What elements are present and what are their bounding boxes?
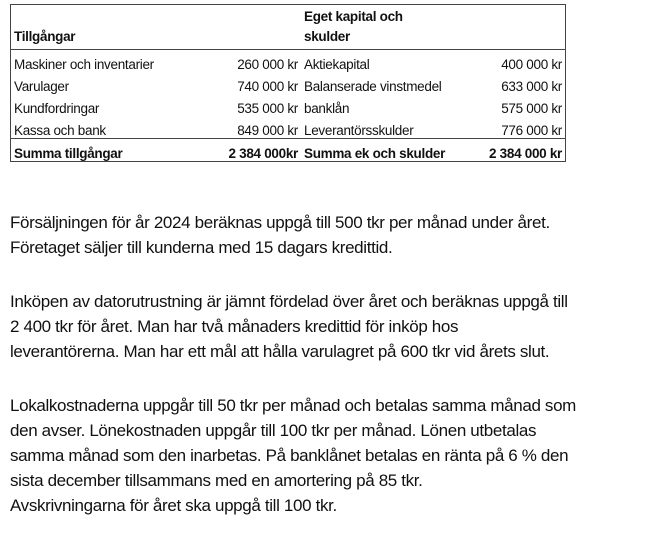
- description-text: [10, 210, 576, 518]
- liabilities-header: Eget kapital och skulder: [301, 5, 477, 50]
- text-line: leverantörerna. Man har ett mål att hålla varulagret på 600 tkr vid årets slut.: [10, 342, 550, 361]
- liability-value: 575 000 kr: [501, 101, 562, 116]
- liability-value: 633 000 kr: [501, 79, 562, 94]
- paragraph: [10, 210, 576, 260]
- assets-header: Tillgångar: [11, 5, 220, 50]
- table-header-row: [11, 5, 566, 50]
- text-line: Företaget säljer till kunderna med 15 dagars kredittid.: [10, 238, 393, 257]
- paragraph: [10, 393, 576, 518]
- asset-label: Kundfordringar: [14, 101, 100, 116]
- text-line: den avser. Lönekostnaden uppgår till 100 tkr per månad. Lönen utbetalas: [10, 421, 537, 440]
- liability-label: Aktiekapital: [304, 57, 370, 72]
- table-row: [11, 50, 566, 73]
- text-line: Lokalkostnaderna uppgår till 50 tkr per månad och betalas samma månad som: [10, 396, 576, 415]
- text-line: Inköpen av datorutrustning är jämnt fördelad över året och beräknas uppgå till: [10, 292, 568, 311]
- table-row: [11, 94, 566, 116]
- text-line: Försäljningen för år 2024 beräknas uppgå till 500 tkr per månad under året.: [10, 213, 550, 232]
- total-assets-label: Summa tillgångar: [11, 139, 220, 162]
- paragraph: [10, 289, 576, 364]
- total-assets-value: 2 384 000kr: [219, 139, 301, 162]
- text-line: sista december tillsammans med en amortering på 85 tkr.: [10, 471, 423, 490]
- total-liabilities-value: 2 384 000 kr: [477, 139, 566, 162]
- text-line: samma månad som den inarbetas. På banklånet betalas en ränta på 6 % den: [10, 446, 569, 465]
- total-liabilities-label: Summa ek och skulder: [301, 139, 477, 162]
- asset-label: Kassa och bank: [14, 123, 106, 138]
- asset-label: Maskiner och inventarier: [14, 57, 154, 72]
- liability-label: Leverantörsskulder: [304, 123, 414, 138]
- asset-label: Varulager: [14, 79, 69, 94]
- text-line: Avskrivningarna för året ska uppgå till 100 tkr.: [10, 496, 337, 515]
- balance-sheet-table: [10, 4, 566, 162]
- liability-label: Balanserade vinstmedel: [304, 79, 442, 94]
- asset-value: 740 000 kr: [237, 79, 298, 94]
- total-row: [11, 139, 566, 162]
- liability-value: 400 000 kr: [501, 57, 562, 72]
- text-line: 2 400 tkr för året. Man har två månaders kredittid för inköp hos: [10, 317, 459, 336]
- asset-value: 535 000 kr: [237, 101, 298, 116]
- asset-value: 260 000 kr: [237, 57, 298, 72]
- table-row: [11, 72, 566, 94]
- asset-value: 849 000 kr: [237, 123, 298, 138]
- liability-label: banklån: [304, 101, 350, 116]
- liability-value: 776 000 kr: [501, 123, 562, 138]
- table-row: [11, 116, 566, 139]
